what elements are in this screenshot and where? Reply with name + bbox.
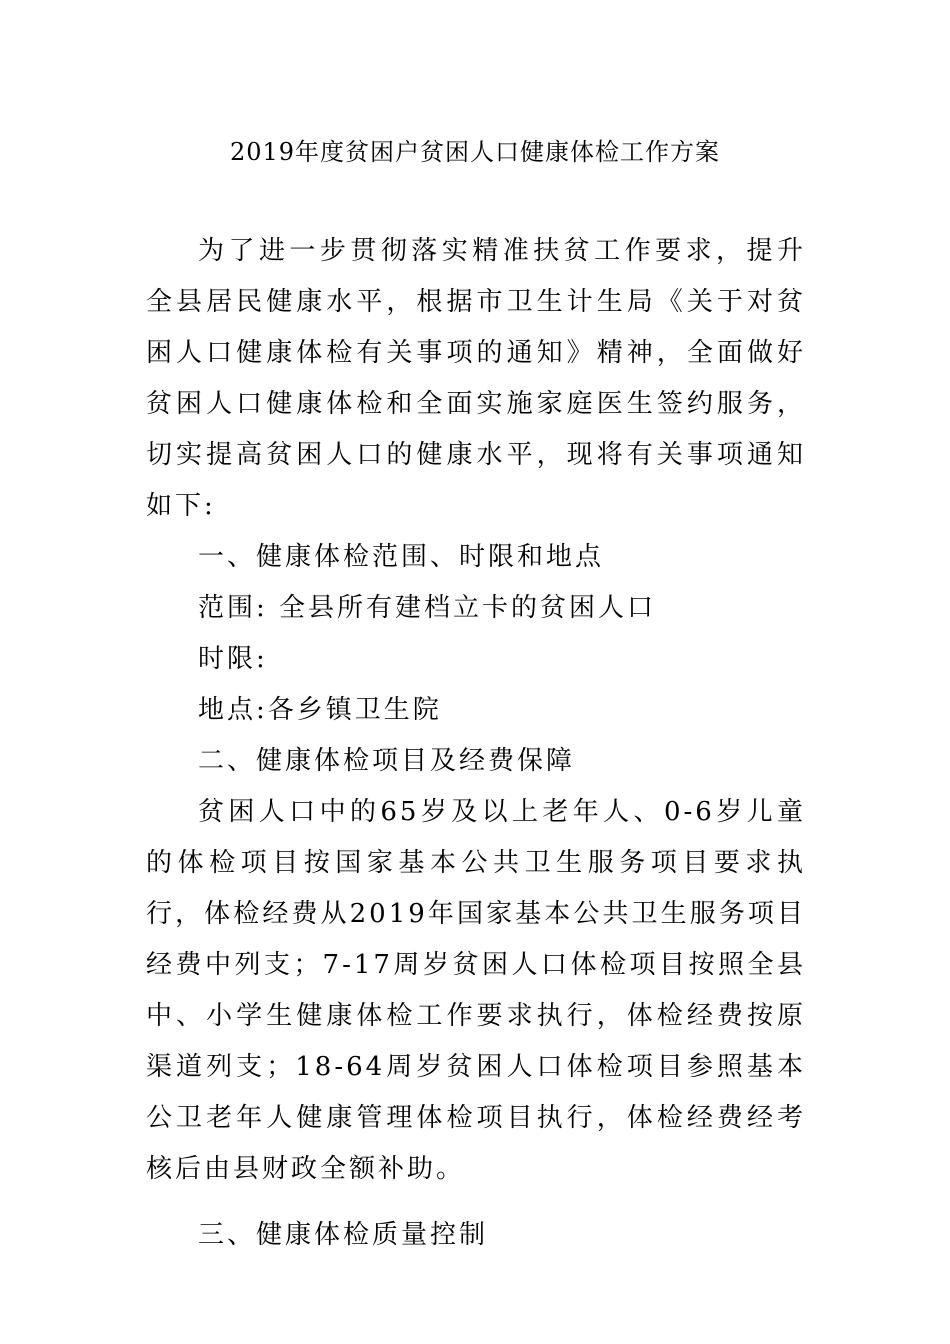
document-body — [146, 226, 806, 1261]
time-limit-line: 时限: — [198, 644, 268, 674]
scope-line: 范围: 全县所有建档立卡的贫困人口 — [198, 593, 657, 623]
section-three-heading: 三、健康体检质量控制 — [198, 1220, 489, 1250]
document-title: 2019年度贫困户贫困人口健康体检工作方案 — [229, 138, 721, 166]
section-two-heading: 二、健康体检项目及经费保障 — [198, 746, 576, 776]
funding-paragraph: 贫困人口中的65岁及以上老年人、0-6岁儿童的体检项目按国家基本公共卫生服务项目要求执行，体检经费从2019年国家基本公共卫生服务项目经费中列支；7-17周岁贫困人口体检项目按照全县中、小学生健康体检工作要求执行，体检经费按原渠道列支；18-64周岁贫困人口体检项目参照基本公卫老年人健康管理体检项目执行，体检经费经考核后由县财政全额补助。 — [146, 797, 806, 1184]
section-one-heading: 一、健康体检范围、时限和地点 — [198, 542, 605, 572]
intro-paragraph: 为了进一步贯彻落实精准扶贫工作要求，提升全县居民健康水平，根据市卫生计生局《关于对贫困人口健康体检有关事项的通知》精神，全面做好贫困人口健康体检和全面实施家庭医生签约服务，切实提高贫困人口的健康水平，现将有关事项通知如下: — [146, 236, 806, 521]
location-line: 地点:各乡镇卫生院 — [198, 695, 442, 725]
